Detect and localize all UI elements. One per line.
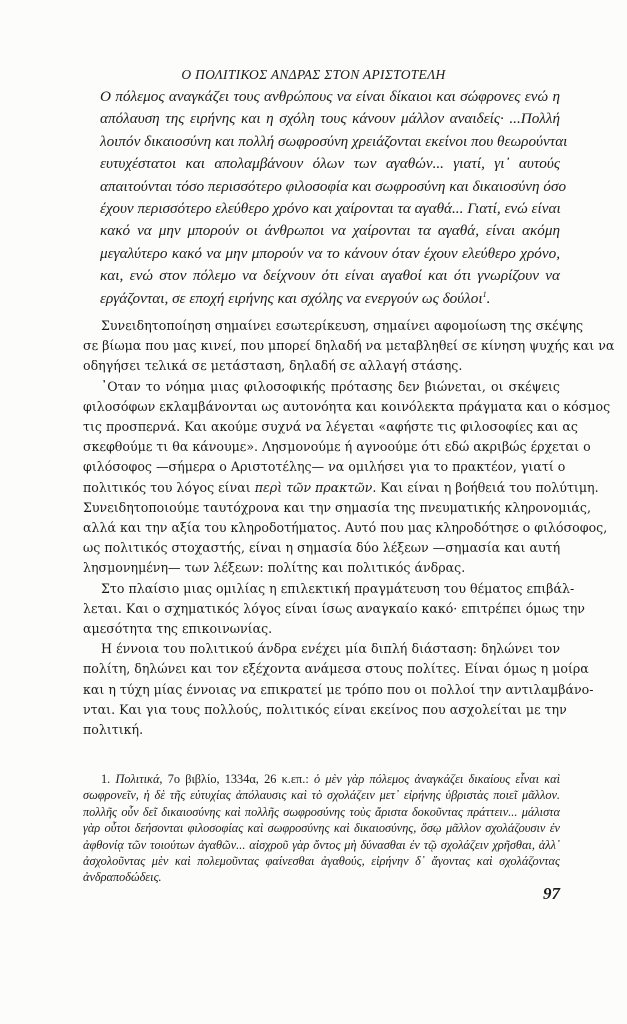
text-line: [83, 457, 566, 477]
text-segment: , 7ο βιβλίο, 1334α, 26 κ.επ.:: [159, 772, 314, 786]
running-head: Ο ΠΟΛΙΤΙΚΟΣ ΑΝΔΡΑΣ ΣΤΟΝ ΑΡΙΣΤΟΤΕΛΗ: [181, 67, 446, 82]
text-line: [100, 176, 567, 198]
text-segment: ἀσχολοῦντας μὲν καὶ πολεμοῦντας φαίνεσθαι ἀγαθούς, εἰρήνην δ᾽ ἄγοντας καὶ σχολάζοντας: [83, 854, 560, 869]
text-segment: . Και είναι η βοήθειά του πολύτιμη.: [372, 479, 599, 495]
text-segment: νται. Και για τους πολλούς, πολιτικός είναι εκείνος που ασχολείται με την: [83, 701, 567, 717]
text-line: [100, 86, 560, 108]
text-segment: σε βίωμα που μας κινεί, που μπορεί δηλαδή να μεταβληθεί σε κίνηση ψυχής και να: [83, 338, 615, 354]
text-segment: Στο πλαίσιο μιας ομιλίας η επιλεκτική πραγμάτευση του θέματος επιβάλ-: [101, 580, 575, 596]
text-segment: λοιπόν δικαιοσύνη και πολλή σωφροσύνη χρειάζονται εκείνοι που θεωρούνται: [100, 132, 568, 150]
text-line: [83, 599, 585, 619]
text-segment: φιλοσόφων εκλαμβάνονται ως αυτονόητα και κοινόλεκτα πράγματα και ο κόσμος: [83, 398, 611, 414]
text-segment: εργάζονται, σε εποχή ειρήνης και σχόλης να ενεργούν ως δούλοι: [100, 289, 483, 307]
italic-segment: ὁ μὲν γὰρ πόλεμος ἀναγκάζει δικαίους εἶναι καὶ: [313, 772, 560, 786]
text-line: [83, 659, 589, 679]
text-segment: Συνειδητοποιούμε ταυτόχρονα και την σημασία της πνευματικής κληρονομιάς,: [83, 499, 591, 515]
text-line: [83, 316, 584, 336]
paragraph: [83, 639, 594, 740]
text-segment: 1.: [101, 772, 116, 786]
page-number: 97: [543, 884, 560, 903]
text-segment: λεται. Και ο σχηματικός λόγος είναι ίσως αναγκαίο κακό· επιτρέπει όμως την: [83, 600, 585, 616]
text-line: [83, 336, 615, 356]
text-line: [83, 437, 591, 457]
paragraph: [83, 579, 585, 640]
text-line: [83, 478, 599, 498]
text-line: [83, 639, 560, 659]
text-segment: τις προσπερνά. Και ακούμε συχνά να λέγεται «αφήστε τις φιλοσοφίες και ας: [83, 419, 578, 435]
text-segment: γὰρ οὗτοι δεήσονται φιλοσοφίας καὶ σωφροσύνης καὶ δικαιοσύνης, ὅσῳ μᾶλλον σχολάζουσιν ἐν: [83, 821, 560, 836]
text-line: [83, 700, 567, 720]
text-line: [83, 518, 608, 538]
text-line: [100, 108, 560, 130]
text-segment: έχουν περισσότερο ελεύθερο χρόνο και χαίρονται τα αγαθά... Γιατί, ενώ είναι: [100, 200, 561, 218]
text-line: [100, 220, 560, 242]
text-line: [83, 869, 560, 885]
text-segment: ἀφθονίᾳ τῶν τοιούτων ἀγαθῶν... αἰσχροῦ γὰρ ὄντος μὴ δύνασθαι ἐν τῷ σχολάζειν χρῆσθαι, ἀλλ᾽: [83, 837, 560, 852]
text-segment: ευτυχέστατοι και απολαμβάνουν όλων των αγαθών... γιατί, γι᾽ αυτούς: [100, 155, 560, 173]
text-segment: πολιτικός του λόγος είναι: [83, 479, 255, 495]
text-line: [83, 397, 611, 417]
text-line: [83, 787, 560, 803]
text-segment: λησμονημένη— των λέξεων: πολίτης και πολιτικός άνδρας.: [83, 560, 466, 576]
text-segment: πολιτική.: [83, 722, 144, 738]
text-segment: ως πολιτικός στοχαστής, είναι η σημασία δύο λέξεων —σημασία και αυτή: [83, 540, 561, 556]
text-segment: απαιτούνται τόσο περισσότερο φιλοσοφία και σωφροσύνη και δικαιοσύνη όσο: [100, 177, 567, 195]
text-segment: και η τύχη μίας έννοιας να επικρατεί με τρόπο που οι πολλοί την αντιλαμβάνο-: [83, 681, 594, 697]
text-line: [83, 558, 560, 578]
text-line: [100, 153, 560, 175]
end-punctuation: .: [486, 289, 491, 307]
text-segment: φιλόσοφος —σήμερα ο Αριστοτέλης— να ομιλήσει για το πρακτέον, γιατί ο: [83, 459, 566, 475]
paragraph: [83, 316, 615, 377]
text-segment: μεγαλύτερο κακό να μην μπορούν να το κάνουν όταν έχουν ελεύθερο χρόνο,: [100, 244, 560, 262]
text-segment: οδηγήσει τελικά σε μετάσταση, δηλαδή σε αλλαγή στάσης.: [83, 358, 463, 374]
text-segment: και, ενώ στον πόλεμο να δείχνουν ότι είναι αγαθοί και ότι γνωρίζουν να: [100, 267, 560, 285]
text-line: [100, 198, 560, 220]
text-line: [100, 243, 560, 265]
text-segment: Η έννοια του πολιτικού άνδρα ενέχει μία διπλή διάσταση: δηλώνει τον: [101, 641, 560, 657]
text-line: [83, 579, 575, 599]
text-line: [83, 356, 560, 376]
footnote: [83, 771, 560, 886]
body-text: [83, 316, 615, 740]
text-segment: ᾿Οταν το νόημα μιας φιλοσοφικής πρότασης δεν βιώνεται, οι σκέψεις: [101, 378, 560, 394]
text-line: [83, 771, 560, 787]
text-line: [83, 498, 591, 518]
text-segment: πολίτη, δηλώνει και τον εξέχοντα ανάμεσα στους πολίτες. Είναι όμως η μοίρα: [83, 661, 589, 677]
text-line: [83, 680, 594, 700]
footnote-reference: 1: [482, 289, 487, 299]
text-segment: αλλά και την αξία του κληροδοτήματος. Αυτό που μας κληροδότησε ο φιλόσοφος,: [83, 520, 608, 536]
text-line: [100, 131, 568, 153]
text-line: [83, 853, 560, 869]
text-segment: σκεφθούμε τι θα κάνουμε». Λησμονούμε ή αγνοούμε ότι εδώ ακριβώς έρχεται ο: [83, 439, 591, 455]
text-line: [83, 804, 560, 820]
text-line: [83, 837, 560, 853]
text-segment: ἀνδραποδώδεις.: [83, 870, 162, 885]
text-segment: κακό να μην μπορούν οι άνθρωποι να χαίρονται τα αγαθά, είναι ακόμη: [100, 222, 560, 240]
text-line: [83, 619, 560, 639]
text-segment: πολλῆς οὖν δεῖ δικαιοσύνης καὶ πολλῆς σωφροσύνης τοὺς ἄριστα δοκοῦντας πράττειν... μάλιστα: [83, 804, 560, 819]
text-segment: σωφρονεῖν, ἡ δὲ τῆς εὐτυχίας ἀπόλαυσις καὶ τὸ σχολάζειν μετ᾽ εἰρήνης ὑβριστὰς ποιεῖ μᾶλλον.: [83, 788, 560, 803]
text-line: [100, 288, 560, 310]
italic-segment: περὶ τῶν πρακτῶν: [254, 479, 373, 495]
text-line: [100, 265, 560, 287]
text-line: [83, 377, 560, 397]
text-segment: Ο πόλεμος αναγκάζει τους ανθρώπους να είναι δίκαιοι και σώφρονες ενώ η: [100, 88, 560, 105]
text-segment: αμεσότητα της επικοινωνίας.: [83, 621, 273, 637]
text-line: [83, 720, 560, 740]
text-segment: Συνειδητοποίηση σημαίνει εσωτερίκευση, σημαίνει αφομοίωση της σκέψης: [101, 318, 584, 333]
paragraph: [83, 377, 611, 579]
text-segment: απόλαυση της ειρήνης και η σχόλη τους κάνουν μάλλον αναιδείς· ...Πολλή: [100, 110, 560, 128]
text-line: [83, 417, 578, 437]
text-line: [83, 538, 560, 558]
text-line: [83, 820, 560, 836]
block-quote: [100, 86, 568, 310]
italic-segment: Πολιτικά: [115, 772, 160, 786]
